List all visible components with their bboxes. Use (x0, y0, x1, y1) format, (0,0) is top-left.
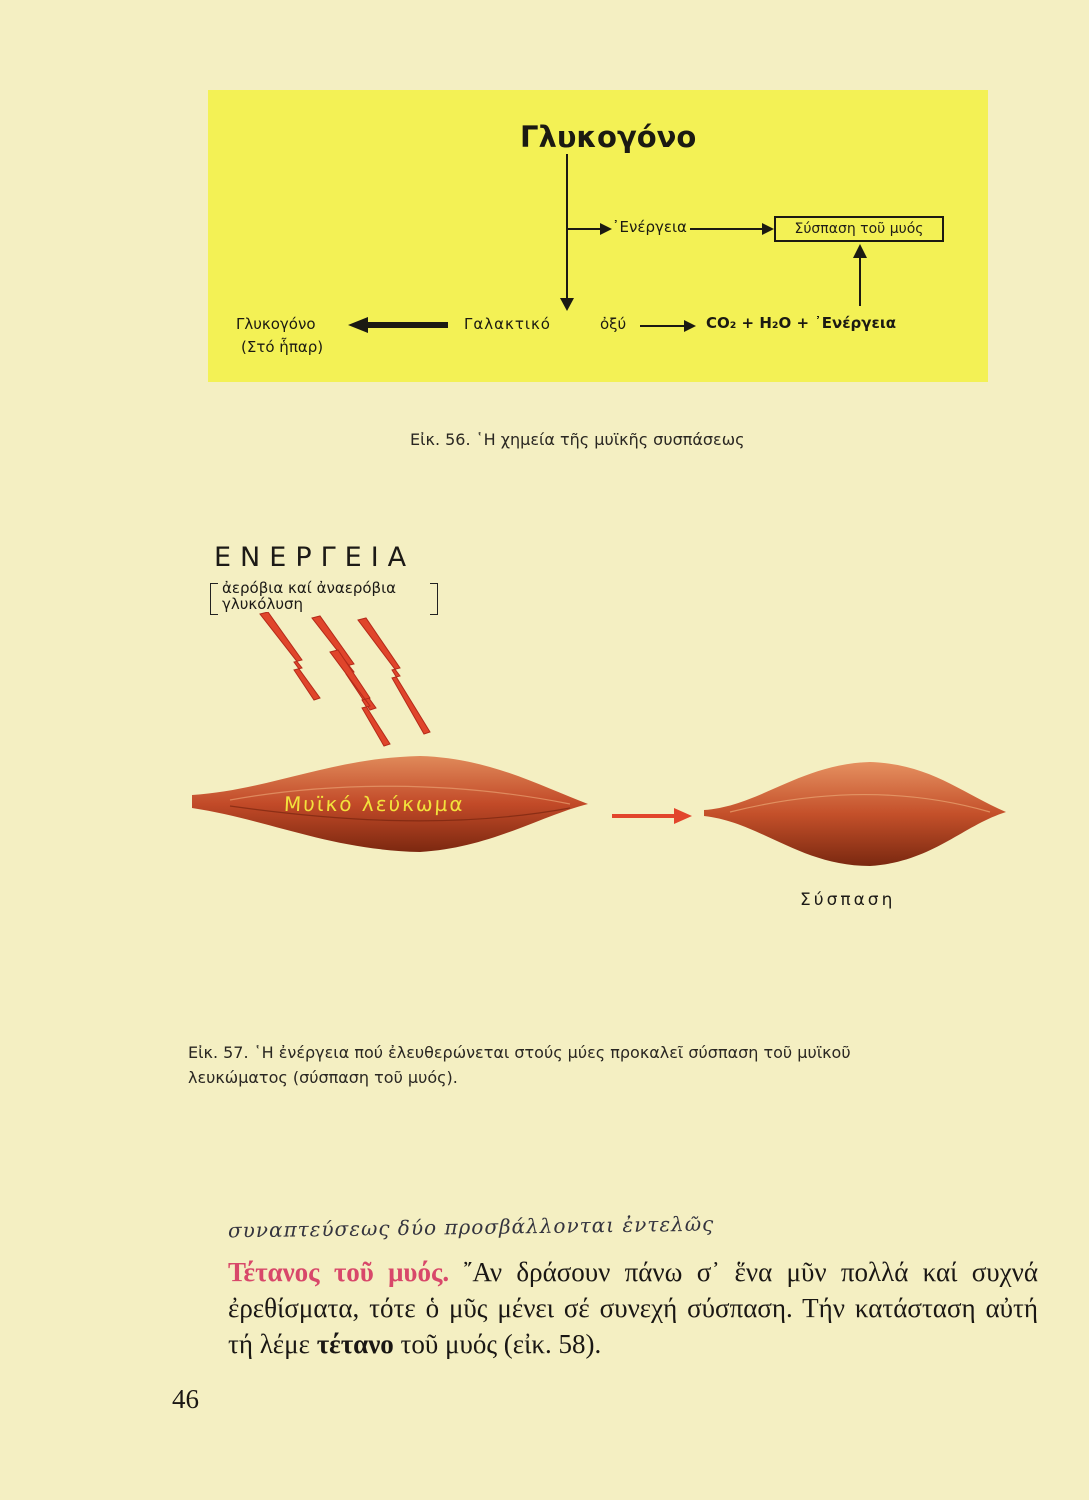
muscle-chemistry-diagram (208, 90, 988, 382)
to-products-line (640, 325, 686, 327)
trunk-arrowhead (560, 298, 574, 312)
liver-glycogen-label: Γλυκογόνο (236, 315, 316, 333)
right-bracket (430, 583, 438, 615)
left-bracket (210, 583, 218, 615)
products-label: CO₂ + H₂O + ᾿Ενέργεια (706, 314, 896, 332)
muscle-contraction-box: Σύσπαση τοῦ μυός (774, 216, 944, 242)
energy-up-line (859, 256, 861, 306)
figure-57-caption-line-2: λευκώματος (σύσπαση τοῦ μυός). (188, 1068, 458, 1087)
to-products-arrowhead (684, 320, 696, 332)
tetanus-term: τέτανο (316, 1329, 394, 1359)
to-contraction-line (690, 228, 764, 230)
contraction-arrow-icon (612, 808, 692, 824)
tetanus-paragraph (228, 1254, 1038, 1362)
figure-56-caption: Εἰκ. 56. ῾Η χημεία τῆς μυϊκῆς συσπάσεως (410, 430, 745, 449)
lightning-bolts-icon (250, 612, 450, 762)
tetanus-heading: Τέτανος τοῦ μυός. (228, 1257, 450, 1287)
energy-label: ᾿Ενέργεια (612, 218, 687, 236)
liver-note: (Στό ἧπαρ) (241, 338, 324, 356)
to-liver-thick-arrow (348, 317, 448, 333)
contraction-label: Σύσπαση (800, 890, 896, 910)
energy-up-arrowhead (853, 244, 867, 258)
to-contraction-arrowhead (762, 223, 774, 235)
contracted-muscle-illustration (700, 756, 1010, 876)
glycolysis-line-2: γλυκόλυση (222, 595, 304, 613)
lactic-label: Γαλακτικό (464, 315, 551, 333)
energy-branch-line (566, 228, 602, 230)
muscle-protein-label: Μυϊκό λεύκωμα (283, 792, 466, 816)
handwritten-annotation: συναπτεύσεως δύο προσβάλλονται ἐντελῶς (227, 1211, 715, 1243)
paragraph-text-1: ῎Αν δράσουν πάνω σ᾿ ἕνα μῦν πολλά καί συχνά ἐρεθίσματα, τότε ὁ μῦς μένει σέ συνεχή σύσπαση. Τήν κατάσταση αὐτή τή λέμε (228, 1257, 1039, 1359)
energy-branch-arrowhead (600, 223, 612, 235)
diagram-title-glycogen: Γλυκογόνο (520, 120, 697, 154)
figure-57-caption-line-1: Εἰκ. 57. ῾Η ἐνέργεια πού ἐλευθερώνεται στούς μύες προκαλεῖ σύσπαση τοῦ μυϊκοῦ (188, 1043, 851, 1062)
page-number: 46 (172, 1384, 199, 1414)
glycolysis-line-1: ἀερόβια καί ἀναερόβια (222, 579, 397, 597)
paragraph-text-2: τοῦ μυός (εἰκ. 58). (393, 1329, 602, 1359)
energy-title: ΕΝΕΡΓΕΙΑ (214, 542, 416, 573)
acid-label: ὀξύ (600, 315, 627, 333)
